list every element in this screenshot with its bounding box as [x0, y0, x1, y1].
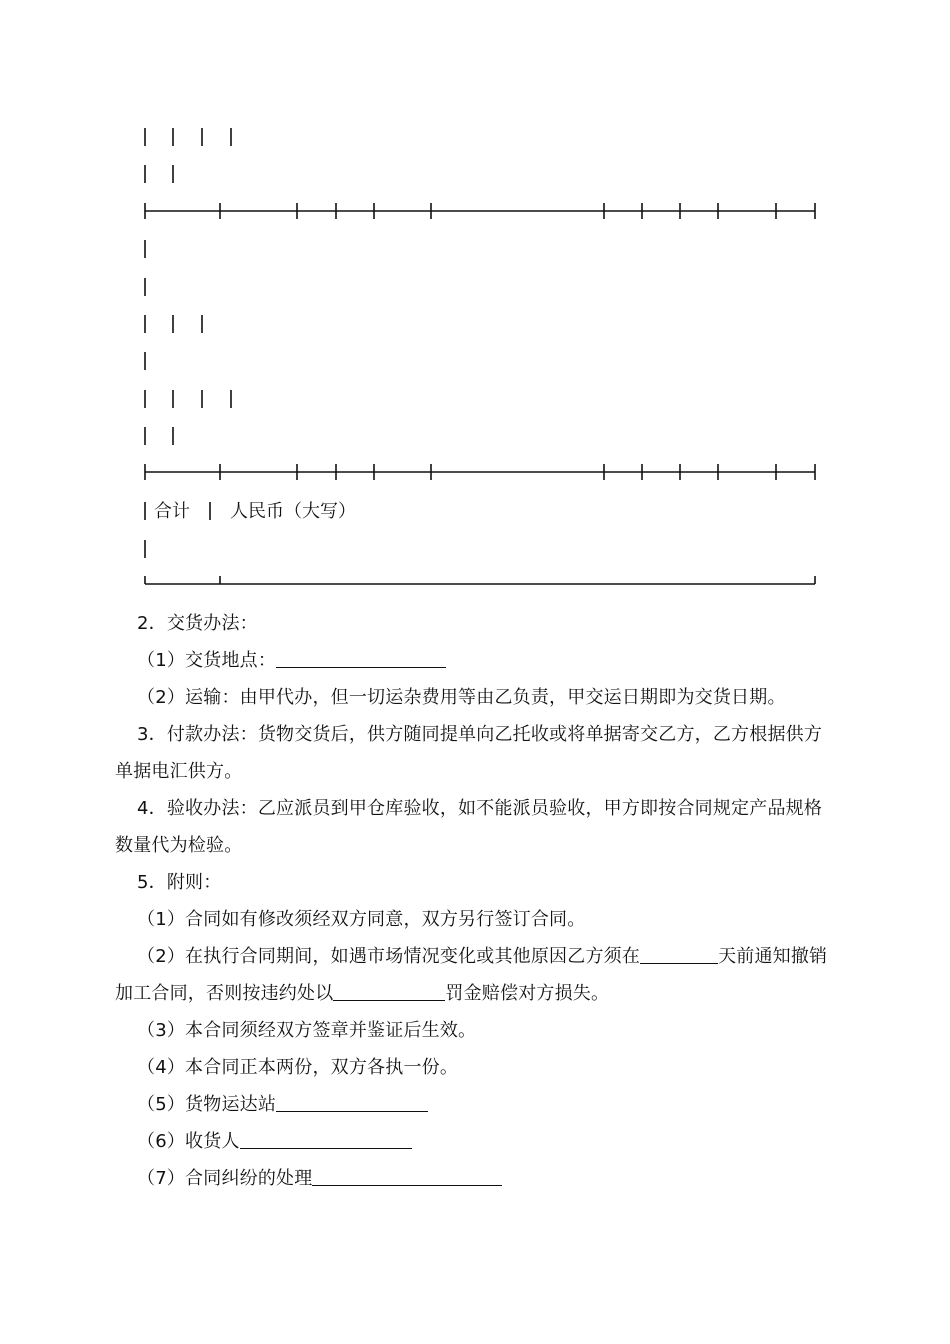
item2-text-a: （2）在执行合同期间，如遇市场情况变化或其他原因乙方须在: [137, 946, 641, 967]
appendix-item-2: [115, 938, 835, 1012]
delivery-method-title: 2．交货办法：: [137, 613, 258, 634]
notice-days-blank: [640, 943, 718, 964]
payment-clause: 3．付款办法：货物交货后，供方随同提单向乙托收或将单据寄交乙方，乙方根据供方单据电汇供方。: [115, 724, 823, 782]
acceptance-clause: 4．验收办法：乙应派员到甲仓库验收，如不能派员验收，甲方即按合同规定产品规格数量代为检验。: [115, 798, 823, 856]
dispute-handling-blank: [312, 1165, 502, 1186]
rmb-uppercase-label: 人民币（大写）: [230, 501, 356, 522]
appendix-item-1: （1）合同如有修改须经双方同意，双方另行签订合同。: [137, 909, 586, 930]
dispute-handling-label: （7）合同纠纷的处理: [137, 1168, 313, 1189]
delivery-place-line: [115, 642, 835, 679]
goods-table-lines: [0, 0, 950, 600]
transport-clause: （2）运输：由甲代办，但一切运杂费用等由乙负责，甲交运日期即为交货日期。: [137, 687, 786, 708]
arrival-station-blank: [276, 1091, 428, 1112]
total-label: 合计: [154, 501, 190, 522]
arrival-station-label: （5）货物运达站: [137, 1094, 277, 1115]
item2-text-b: 天前通知撤销加工合同，否则按违约处以: [115, 946, 828, 1004]
appendix-item-7: [115, 1160, 835, 1197]
appendix-item-4: （4）本合同正本两份，双方各执一份。: [137, 1057, 459, 1078]
appendix-item-6: [115, 1123, 835, 1160]
item2-text-c: 罚金赔偿对方损失。: [445, 983, 610, 1004]
contract-terms: [115, 605, 835, 1197]
delivery-place-label: （1）交货地点：: [137, 650, 277, 671]
delivery-place-blank: [276, 647, 446, 668]
consignee-blank: [240, 1128, 412, 1149]
appendix-item-3: （3）本合同须经双方签章并鉴证后生效。: [137, 1020, 477, 1041]
appendix-title: 5．附则：: [137, 872, 222, 893]
penalty-amount-blank: [333, 980, 445, 1001]
consignee-label: （6）收货人: [137, 1131, 240, 1152]
appendix-item-5: [115, 1086, 835, 1123]
